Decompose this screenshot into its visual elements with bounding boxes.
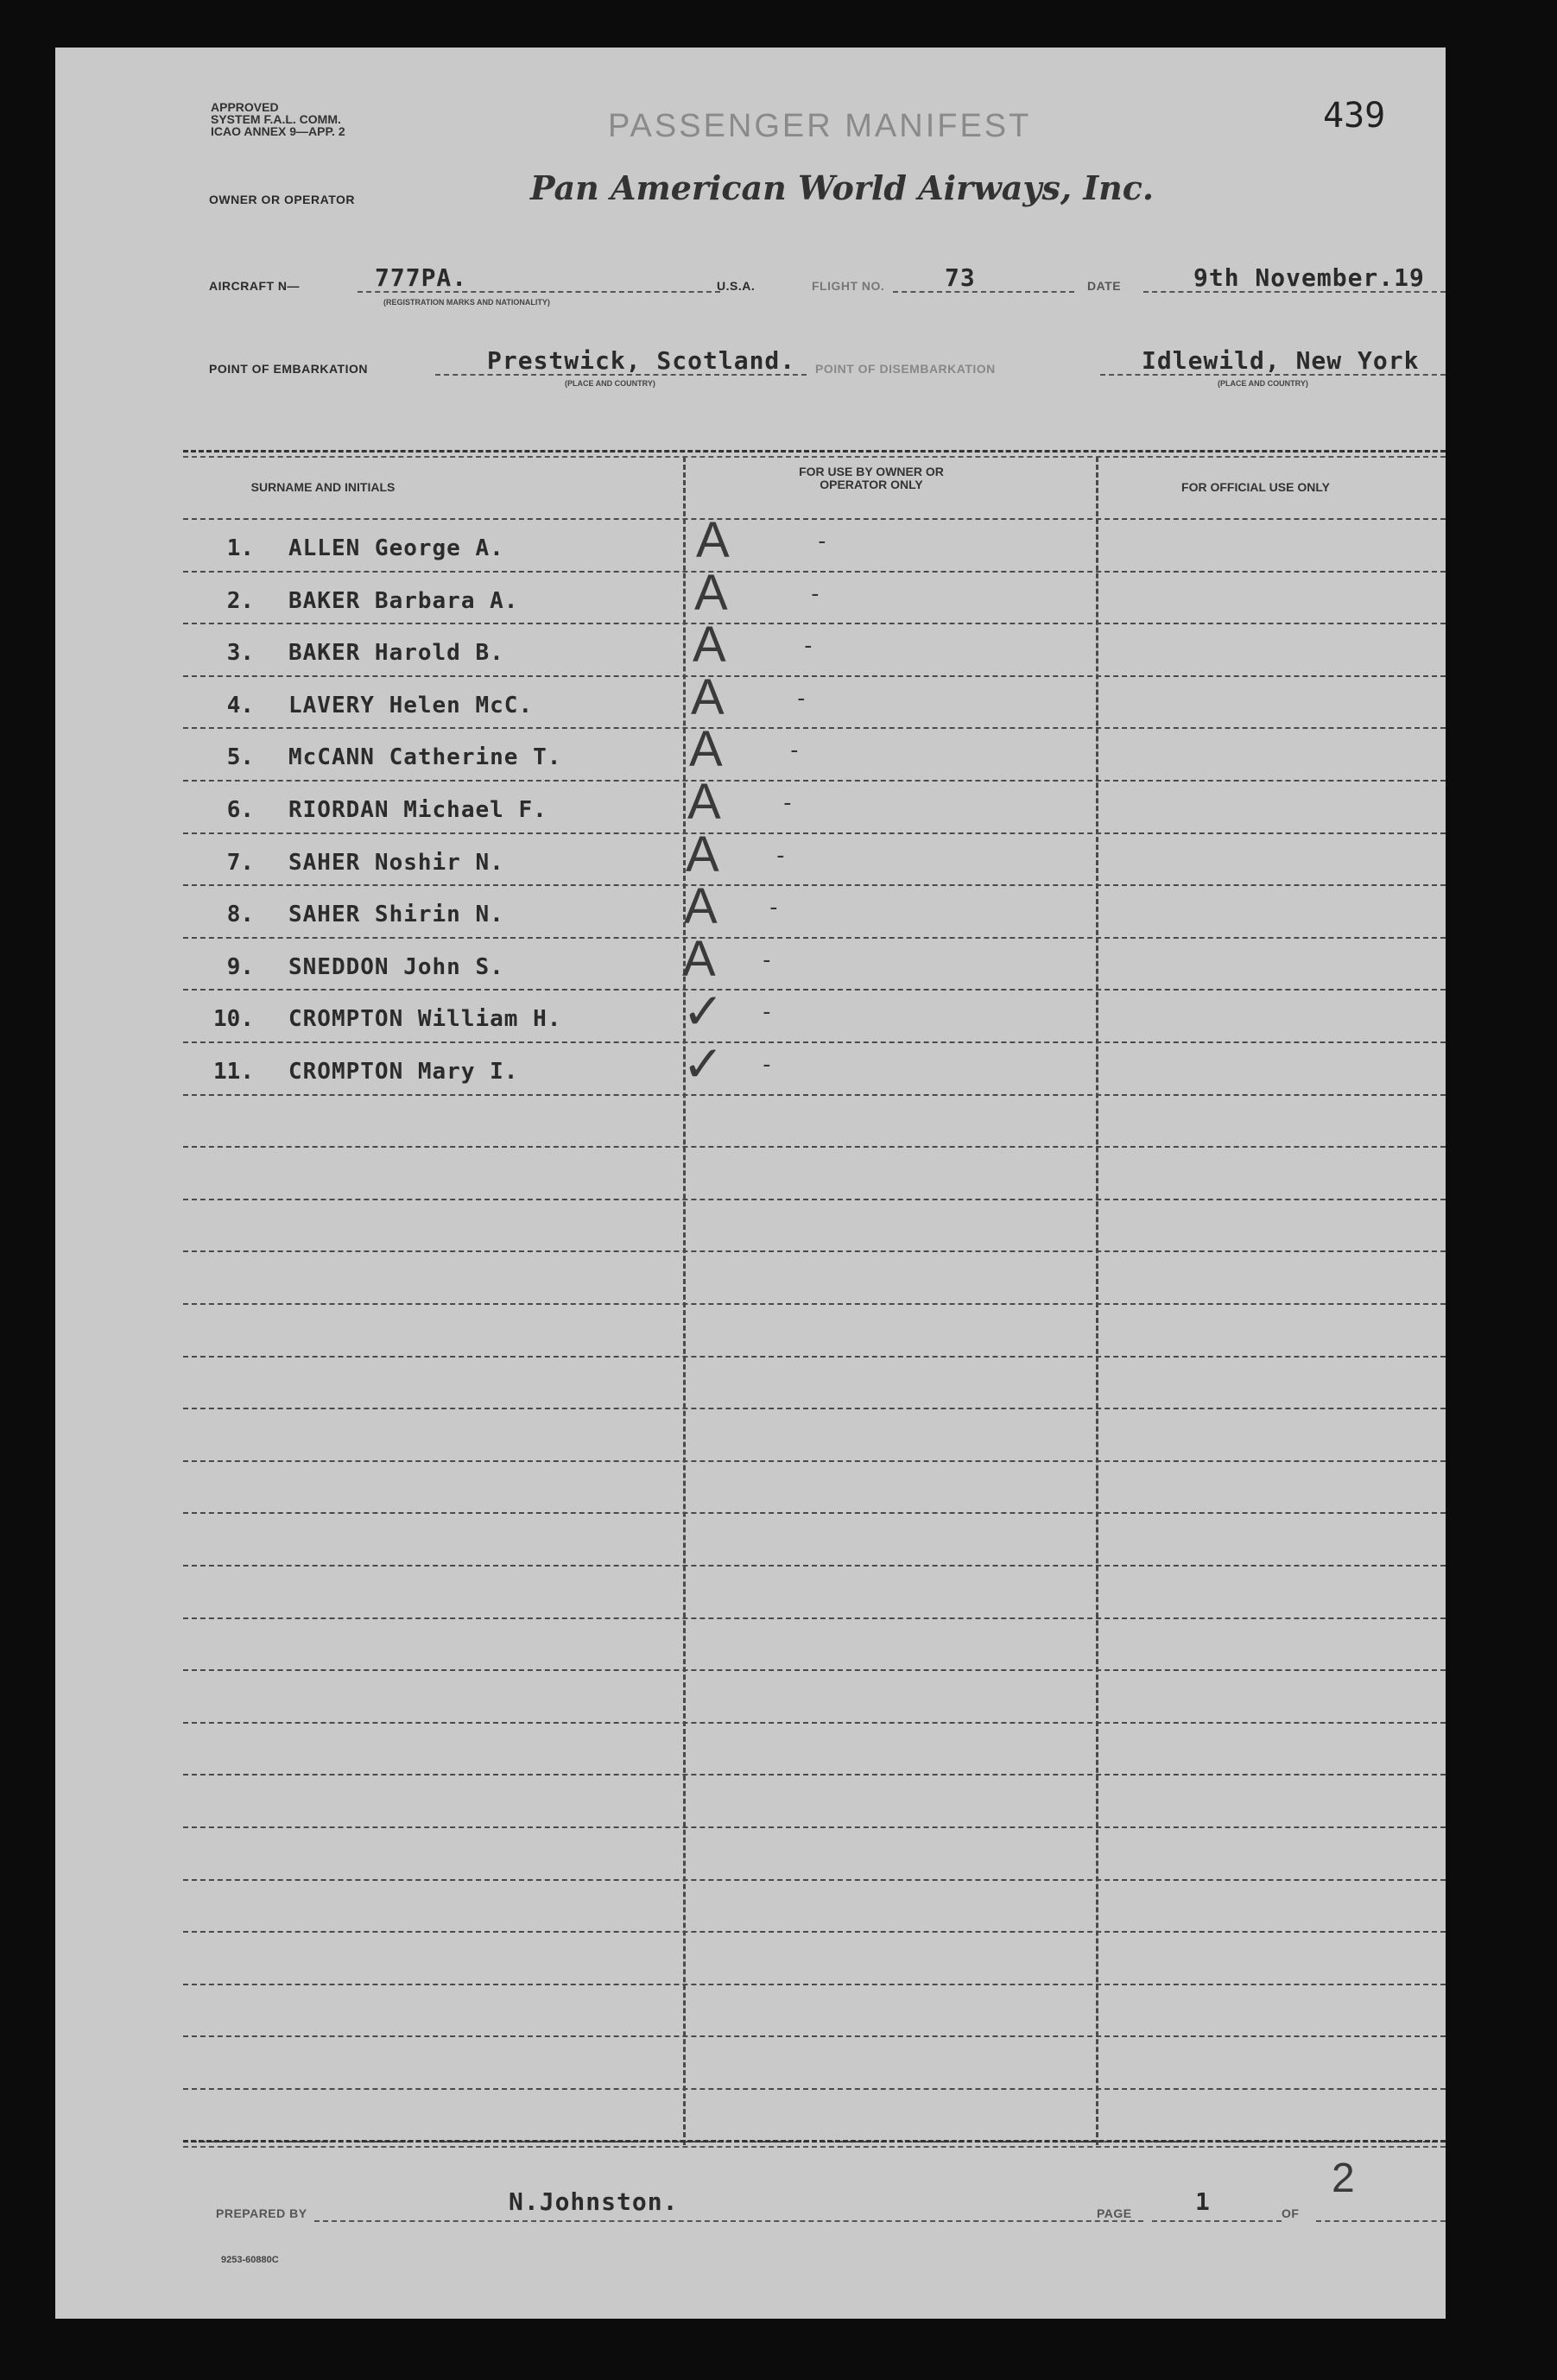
row-rule <box>183 1094 1446 1096</box>
row-rule <box>183 623 1446 624</box>
table-bottom-rule <box>183 2140 1446 2143</box>
handwritten-checkmark: ✓ <box>682 984 725 1041</box>
row-rule <box>183 571 1446 573</box>
disembark-underline <box>1100 374 1446 376</box>
embark-value: Prestwick, Scotland. <box>487 346 796 375</box>
column-header-owner: FOR USE BY OWNER OR OPERATOR ONLY <box>799 465 944 491</box>
handwritten-mark: A <box>684 878 718 935</box>
page-underline <box>1152 2220 1282 2222</box>
form-code: 9253-60880C <box>221 2255 279 2265</box>
row-rule <box>183 1669 1446 1671</box>
handwritten-mark: A <box>689 721 723 778</box>
row-rule <box>183 727 1446 729</box>
row-rule <box>183 1146 1446 1148</box>
row-number: 2. <box>226 587 254 614</box>
passenger-name: SAHER Noshir N. <box>288 849 504 876</box>
table-bottom-rule-2 <box>183 2146 1446 2148</box>
row-rule <box>183 1408 1446 1409</box>
passenger-name: BAKER Barbara A. <box>288 587 519 614</box>
disembark-sublabel: (PLACE AND COUNTRY) <box>1218 379 1308 388</box>
prepared-underline <box>314 2220 1143 2222</box>
row-rule <box>183 1565 1446 1567</box>
owner-tick: - <box>801 633 815 660</box>
usa-label: U.S.A. <box>717 279 756 293</box>
row-rule <box>183 1617 1446 1619</box>
approved-note: APPROVED SYSTEM F.A.L. COMM. ICAO ANNEX 9—APP. 2 <box>211 100 345 138</box>
row-number: 3. <box>226 640 254 667</box>
page-value: 1 <box>1195 2187 1211 2216</box>
owner-tick: - <box>774 842 788 869</box>
row-number: 9. <box>226 953 254 980</box>
row-number: 8. <box>226 902 254 928</box>
owner-tick: - <box>808 580 822 607</box>
column-divider-1 <box>683 457 686 2145</box>
column-divider-2 <box>1096 457 1098 2145</box>
handwritten-mark: A <box>682 930 716 987</box>
row-rule <box>183 1250 1446 1252</box>
owner-tick: - <box>760 946 774 973</box>
of-underline <box>1316 2220 1446 2222</box>
handwritten-mark: A <box>686 826 719 883</box>
date-label: DATE <box>1087 279 1122 293</box>
row-number: 1. <box>226 535 254 561</box>
row-rule <box>183 2088 1446 2090</box>
row-rule <box>183 884 1446 886</box>
handwritten-mark: A <box>691 668 725 725</box>
row-rule <box>183 1356 1446 1358</box>
owner-tick: - <box>781 790 794 816</box>
flight-label: FLIGHT NO. <box>812 279 885 293</box>
table-top-rule-2 <box>183 456 1446 458</box>
page-label: PAGE <box>1097 2206 1132 2220</box>
owner-tick: - <box>794 685 808 712</box>
date-value: 9th November.19 <box>1193 263 1425 292</box>
row-number: 11. <box>213 1059 254 1085</box>
page-stamp-number: 439 <box>1323 96 1386 136</box>
row-rule <box>183 518 1446 520</box>
column-header-names: SURNAME AND INITIALS <box>250 480 396 494</box>
embark-label: POINT OF EMBARKATION <box>209 362 368 376</box>
aircraft-value: 777PA. <box>375 263 468 292</box>
row-number: 6. <box>226 797 254 823</box>
aircraft-underline <box>358 291 720 293</box>
owner-tick: - <box>815 529 829 554</box>
row-rule <box>183 1460 1446 1462</box>
row-rule <box>183 1303 1446 1305</box>
passenger-name: CROMPTON William H. <box>288 1006 562 1033</box>
operator-name: Pan American World Airways, Inc. <box>530 168 1155 207</box>
disembark-label: POINT OF DISEMBARKATION <box>815 362 996 376</box>
of-value: 2 <box>1332 2155 1355 2201</box>
row-rule <box>183 937 1446 939</box>
row-number: 10. <box>213 1006 254 1033</box>
row-rule <box>183 1722 1446 1724</box>
passenger-name: LAVERY Helen McC. <box>288 692 534 718</box>
aircraft-sublabel: (REGISTRATION MARKS AND NATIONALITY) <box>383 298 550 307</box>
row-rule <box>183 1041 1446 1043</box>
row-number: 4. <box>226 692 254 718</box>
handwritten-mark: A <box>694 564 728 621</box>
prepared-label: PREPARED BY <box>216 2206 307 2220</box>
owner-label: OWNER OR OPERATOR <box>209 193 355 206</box>
prepared-by: N.Johnston. <box>509 2187 679 2216</box>
row-rule <box>183 1774 1446 1776</box>
page-title: PASSENGER MANIFEST <box>608 108 1032 144</box>
flight-underline <box>893 291 1074 293</box>
of-label: OF <box>1282 2206 1300 2220</box>
passenger-name: ALLEN George A. <box>288 535 504 561</box>
row-rule <box>183 1931 1446 1933</box>
handwritten-mark: A <box>687 774 721 830</box>
flight-number: 73 <box>945 263 976 292</box>
passenger-name: RIORDAN Michael F. <box>288 797 547 823</box>
column-header-official: FOR OFFICIAL USE ONLY <box>1181 480 1330 494</box>
row-rule <box>183 989 1446 991</box>
manifest-sheet <box>55 47 1446 2319</box>
owner-tick: - <box>760 1052 774 1078</box>
row-number: 5. <box>226 744 254 771</box>
embark-sublabel: (PLACE AND COUNTRY) <box>565 379 655 388</box>
row-rule <box>183 1984 1446 1985</box>
aircraft-label: AIRCRAFT N— <box>209 279 301 293</box>
passenger-name: SNEDDON John S. <box>288 953 504 980</box>
embark-underline <box>435 374 807 376</box>
row-rule <box>183 1199 1446 1200</box>
date-underline <box>1143 291 1446 293</box>
owner-tick: - <box>760 999 774 1026</box>
passenger-name: BAKER Harold B. <box>288 640 504 667</box>
passenger-name: CROMPTON Mary I. <box>288 1059 519 1085</box>
owner-tick: - <box>788 737 801 764</box>
row-rule <box>183 780 1446 782</box>
owner-tick: - <box>767 895 781 921</box>
handwritten-checkmark: ✓ <box>682 1036 725 1092</box>
row-rule <box>183 1826 1446 1828</box>
row-rule <box>183 832 1446 834</box>
row-rule <box>183 1879 1446 1881</box>
table-top-rule <box>183 450 1446 453</box>
passenger-name: McCANN Catherine T. <box>288 744 562 771</box>
row-number: 7. <box>226 849 254 876</box>
handwritten-mark: A <box>696 512 730 568</box>
row-rule <box>183 675 1446 677</box>
row-rule <box>183 1512 1446 1514</box>
handwritten-mark: A <box>693 617 726 674</box>
row-rule <box>183 2035 1446 2037</box>
disembark-value: Idlewild, New York <box>1142 346 1420 375</box>
passenger-name: SAHER Shirin N. <box>288 902 504 928</box>
